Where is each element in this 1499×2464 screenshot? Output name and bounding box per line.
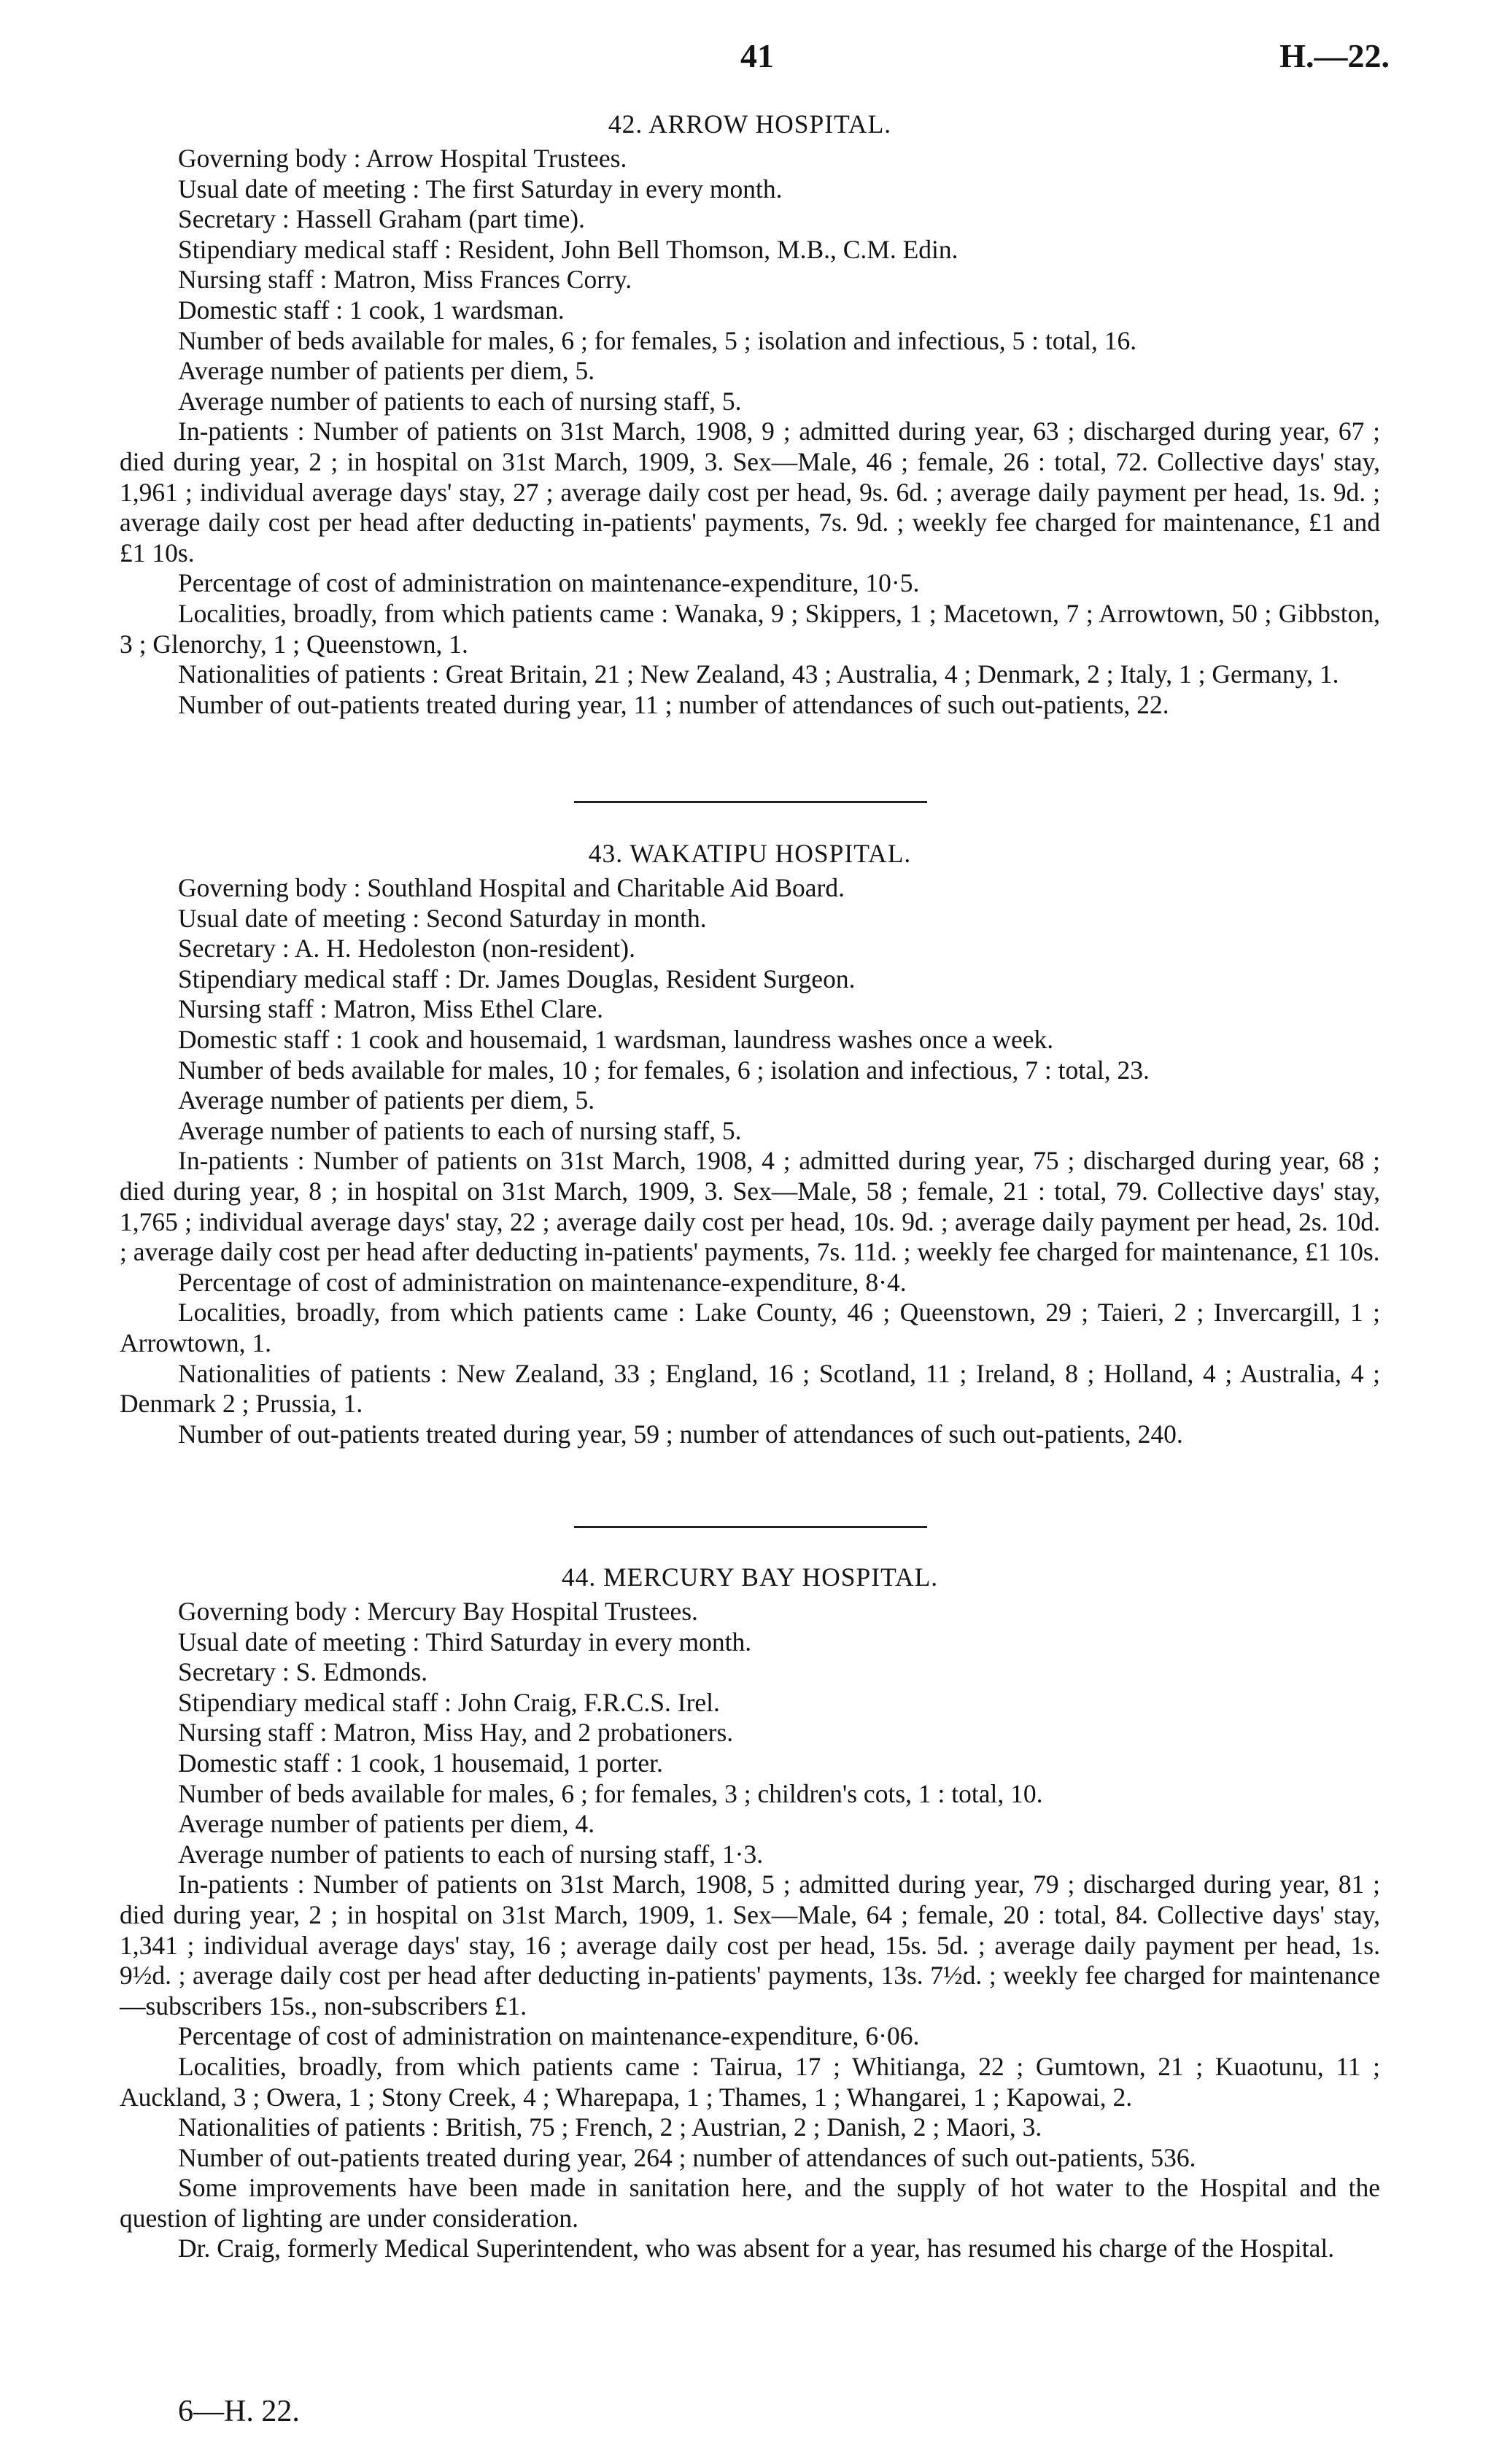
- section-divider: [574, 1526, 927, 1528]
- domestic-staff: Domestic staff : 1 cook, 1 wardsman.: [178, 295, 565, 325]
- domestic-staff: Domestic staff : 1 cook, 1 housemaid, 1 porter.: [178, 1748, 663, 1778]
- patients-per-diem: Average number of patients per diem, 4.: [178, 1809, 595, 1839]
- meeting-date: Usual date of meeting : The first Saturday in every month.: [178, 174, 783, 204]
- governing-body: Governing body : Mercury Bay Hospital Trustees.: [178, 1597, 698, 1626]
- secretary: Secretary : Hassell Graham (part time).: [178, 204, 585, 234]
- medical-staff: Stipendiary medical staff : John Craig, F.R.C.S. Irel.: [178, 1687, 720, 1717]
- document-reference: H.—22.: [1279, 37, 1390, 74]
- patients-per-nurse: Average number of patients to each of nursing staff, 5.: [178, 386, 742, 416]
- governing-body: Governing body : Southland Hospital and Charitable Aid Board.: [178, 873, 845, 902]
- section-title: 42. ARROW HOSPITAL.: [608, 109, 892, 139]
- out-patients: Number of out-patients treated during year, 264 ; number of attendances of such out-patients, 536.: [178, 2142, 1196, 2172]
- beds-available: Number of beds available for males, 10 ; for females, 6 ; isolation and infectious, 7 : total, 23.: [178, 1055, 1150, 1085]
- administration-cost: Percentage of cost of administration on maintenance-expenditure, 6·06.: [178, 2021, 920, 2051]
- section-divider: [574, 801, 927, 803]
- in-patients-paragraph: In-patients : Number of patients on 31st March, 1908, 5 ; admitted during year, 79 ; discharged during year, 81 ; died during year, 2 ; in hospital on 31st March, 1909, 1. Sex—Male, 64 ; female, 20 : total, 84. Collective days' stay, 1,341 ; individual average days' stay, 16 ; average daily cost per head, 15s. 5d. ; average daily payment per head, 1s. 9½d. ; average daily cost per head after deducting in-patients' payments, 13s. 7½d. ; weekly fee charged for maintenance—subscribers 15s., non-subscribers £1.: [120, 1870, 1380, 2021]
- meeting-date: Usual date of meeting : Second Saturday in month.: [178, 903, 707, 933]
- meeting-date: Usual date of meeting : Third Saturday in every month.: [178, 1627, 752, 1657]
- out-patients: Number of out-patients treated during year, 11 ; number of attendances of such out-patients, 22.: [178, 689, 1169, 719]
- medical-staff: Stipendiary medical staff : Dr. James Douglas, Resident Surgeon.: [178, 964, 856, 993]
- in-patients-paragraph: In-patients : Number of patients on 31st March, 1908, 4 ; admitted during year, 75 ; discharged during year, 68 ; died during year, 8 ; in hospital on 31st March, 1909, 3. Sex—Male, 58 ; female, 21 : total, 79. Collective days' stay, 1,765 ; individual average days' stay, 22 ; average daily cost per head, 10s. 9d. ; average daily payment per head, 2s. 10d. ; average daily cost per head after deducting in-patients' payments, 7s. 11d. ; weekly fee charged for maintenance, £1 10s.: [120, 1146, 1380, 1267]
- section-wakatipu-hospital: [120, 839, 1380, 1449]
- beds-available: Number of beds available for males, 6 ; for females, 5 ; isolation and infectious, 5 : total, 16.: [178, 325, 1137, 355]
- nationalities: Nationalities of patients : British, 75 ; French, 2 ; Austrian, 2 ; Danish, 2 ; Maori, 3.: [178, 2112, 1042, 2142]
- medical-staff: Stipendiary medical staff : Resident, John Bell Thomson, M.B., C.M. Edin.: [178, 234, 958, 264]
- localities: Localities, broadly, from which patients came : Tairua, 17 ; Whitianga, 22 ; Gumtown, 21 ; Kuaotunu, 11 ; Auckland, 3 ; Owera, 1 ; Stony Creek, 4 ; Wharepapa, 1 ; Thames, 1 ; Whangarei, 1 ; Kapowai, 2.: [120, 2051, 1380, 2112]
- improvements-note: Some improvements have been made in sanitation here, and the supply of hot water to the Hospital and the question of lighting are under consideration.: [120, 2173, 1380, 2233]
- secretary: Secretary : S. Edmonds.: [178, 1657, 428, 1687]
- patients-per-diem: Average number of patients per diem, 5.: [178, 1085, 595, 1115]
- governing-body: Governing body : Arrow Hospital Trustees.: [178, 144, 627, 173]
- page-header: [0, 36, 1499, 80]
- nationalities: Nationalities of patients : New Zealand, 33 ; England, 16 ; Scotland, 11 ; Ireland, 8 ; Holland, 4 ; Australia, 4 ; Denmark 2 ; Prussia, 1.: [120, 1358, 1380, 1419]
- section-arrow-hospital: [120, 109, 1380, 720]
- out-patients: Number of out-patients treated during year, 59 ; number of attendances of such out-patients, 240.: [178, 1419, 1183, 1449]
- nursing-staff: Nursing staff : Matron, Miss Hay, and 2 probationers.: [178, 1718, 734, 1748]
- localities: Localities, broadly, from which patients came : Wanaka, 9 ; Skippers, 1 ; Macetown, 7 ; Arrowtown, 50 ; Gibbston, 3 ; Glenorchy, 1 ; Queenstown, 1.: [120, 598, 1380, 659]
- nursing-staff: Nursing staff : Matron, Miss Frances Corry.: [178, 265, 632, 295]
- superintendent-note: Dr. Craig, formerly Medical Superintendent, who was absent for a year, has resumed his charge of the Hospital.: [178, 2234, 1335, 2263]
- secretary: Secretary : A. H. Hedoleston (non-resident).: [178, 934, 635, 964]
- page-number: 41: [740, 37, 774, 74]
- administration-cost: Percentage of cost of administration on maintenance-expenditure, 10·5.: [178, 568, 920, 598]
- localities: Localities, broadly, from which patients came : Lake County, 46 ; Queenstown, 29 ; Taieri, 2 ; Invercargill, 1 ; Arrowtown, 1.: [120, 1298, 1380, 1357]
- nursing-staff: Nursing staff : Matron, Miss Ethel Clare.: [178, 994, 604, 1024]
- patients-per-diem: Average number of patients per diem, 5.: [178, 356, 595, 386]
- domestic-staff: Domestic staff : 1 cook and housemaid, 1 wardsman, laundress washes once a week.: [178, 1024, 1054, 1054]
- administration-cost: Percentage of cost of administration on maintenance-expenditure, 8·4.: [178, 1267, 907, 1297]
- section-title: 44. MERCURY BAY HOSPITAL.: [561, 1562, 939, 1592]
- nationalities: Nationalities of patients : Great Britain, 21 ; New Zealand, 43 ; Australia, 4 ; Denmark, 2 ; Italy, 1 ; Germany, 1.: [178, 659, 1339, 689]
- patients-per-nurse: Average number of patients to each of nursing staff, 1·3.: [178, 1839, 764, 1869]
- beds-available: Number of beds available for males, 6 ; for females, 3 ; children's cots, 1 : total, 10.: [178, 1778, 1043, 1808]
- in-patients-paragraph: In-patients : Number of patients on 31st March, 1908, 9 ; admitted during year, 63 ; discharged during year, 67 ; died during year, 2 ; in hospital on 31st March, 1909, 3. Sex—Male, 46 ; female, 26 : total, 72. Collective days' stay, 1,961 ; individual average days' stay, 27 ; average daily cost per head, 9s. 6d. ; average daily payment per head, 1s. 9d. ; average daily cost per head after deducting in-patients' payments, 7s. 9d. ; weekly fee charged for maintenance, £1 and £1 10s.: [120, 417, 1380, 567]
- section-title: 43. WAKATIPU HOSPITAL.: [588, 839, 912, 868]
- section-mercury-bay-hospital: [120, 1562, 1380, 2264]
- patients-per-nurse: Average number of patients to each of nursing staff, 5.: [178, 1115, 742, 1145]
- page-footer: 6—H. 22.: [178, 2395, 300, 2428]
